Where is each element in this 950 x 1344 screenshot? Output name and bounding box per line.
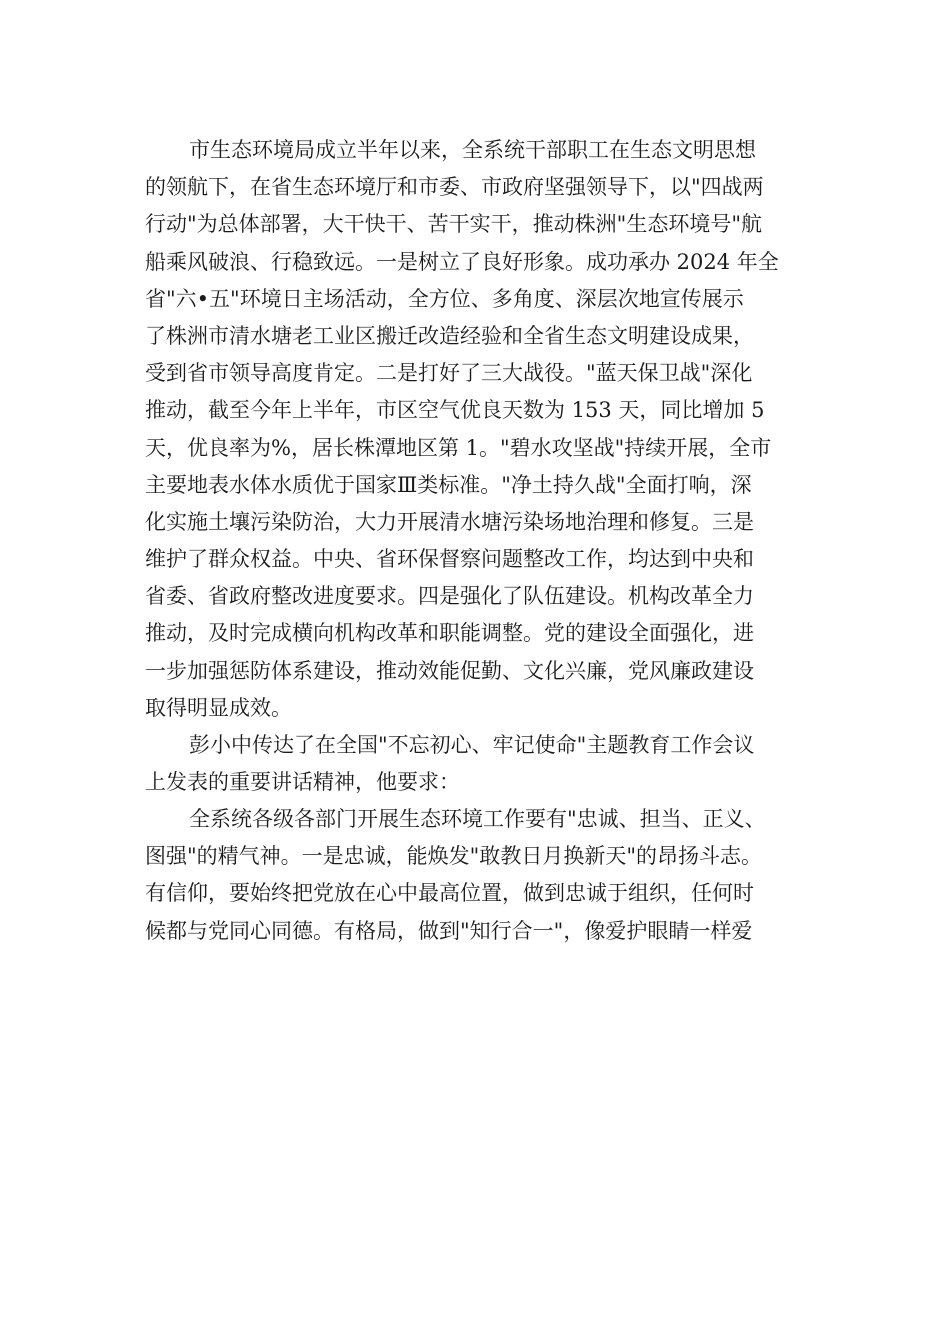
text-line: 省委、省政府整改进度要求。四是强化了队伍建设。机构改革全力 <box>145 584 754 609</box>
paragraph-1 <box>145 132 810 727</box>
text-line: 的领航下，在省生态环境厅和市委、市政府坚强领导下，以"四战两 <box>145 175 764 200</box>
text-line: 市生态环境局成立半年以来，全系统干部职工在生态文明思想 <box>189 138 756 162</box>
text-line: 行动"为总体部署，大干快干、苦干实干，推动株洲"生态环境号"航 <box>145 212 762 237</box>
text-line: 有信仰，要始终把党放在心中最高位置，做到忠诚于组织，任何时 <box>145 881 754 906</box>
paragraph-3 <box>145 801 810 950</box>
text-line: 图强"的精气神。一是忠诚，能焕发"敢教日月换新天"的昂扬斗志。 <box>145 844 762 869</box>
text-line: 彭小中传达了在全国"不忘初心、牢记使命"主题教育工作会议 <box>189 733 755 757</box>
text-line: 了株洲市清水塘老工业区搬迁改造经验和全省生态文明建设成果， <box>145 323 754 348</box>
text-line: 主要地表水体水质优于国家Ⅲ类标准。"净土持久战"全面打响，深 <box>145 472 752 497</box>
paragraph-2 <box>145 727 810 801</box>
text-line: 取得明显成效。 <box>145 695 292 720</box>
text-line: 候都与党同心同德。有格局，做到"知行合一"，像爱护眼睛一样爱 <box>145 918 753 943</box>
text-line: 省"六•五"环境日主场活动，全方位、多角度、深层次地宣传展示 <box>145 286 744 311</box>
text-line: 维护了群众权益。中央、省环保督察问题整改工作，均达到中央和 <box>145 547 754 572</box>
text-line: 受到省市领导高度肯定。二是打好了三大战役。"蓝天保卫战"深化 <box>145 361 753 386</box>
text-line: 化实施土壤污染防治，大力开展清水塘污染场地治理和修复。三是 <box>145 509 754 534</box>
text-line: 上发表的重要讲话精神，他要求： <box>145 770 460 795</box>
text-line: 推动，及时完成横向机构改革和职能调整。党的建设全面强化，进 <box>145 621 754 646</box>
text-line: 全系统各级各部门开展生态环境工作要有"忠诚、担当、正义、 <box>189 807 766 831</box>
text-line: 一步加强惩防体系建设，推动效能促勤、文化兴廉，党风廉政建设 <box>145 658 754 683</box>
text-line: 天，优良率为%，居长株潭地区第 1。"碧水攻坚战"持续开展，全市 <box>145 435 772 460</box>
text-line: 船乘风破浪、行稳致远。一是树立了良好形象。成功承办 2024 年全 <box>145 249 779 274</box>
text-line: 推动，截至今年上半年，市区空气优良天数为 153 天，同比增加 5 <box>145 398 765 423</box>
